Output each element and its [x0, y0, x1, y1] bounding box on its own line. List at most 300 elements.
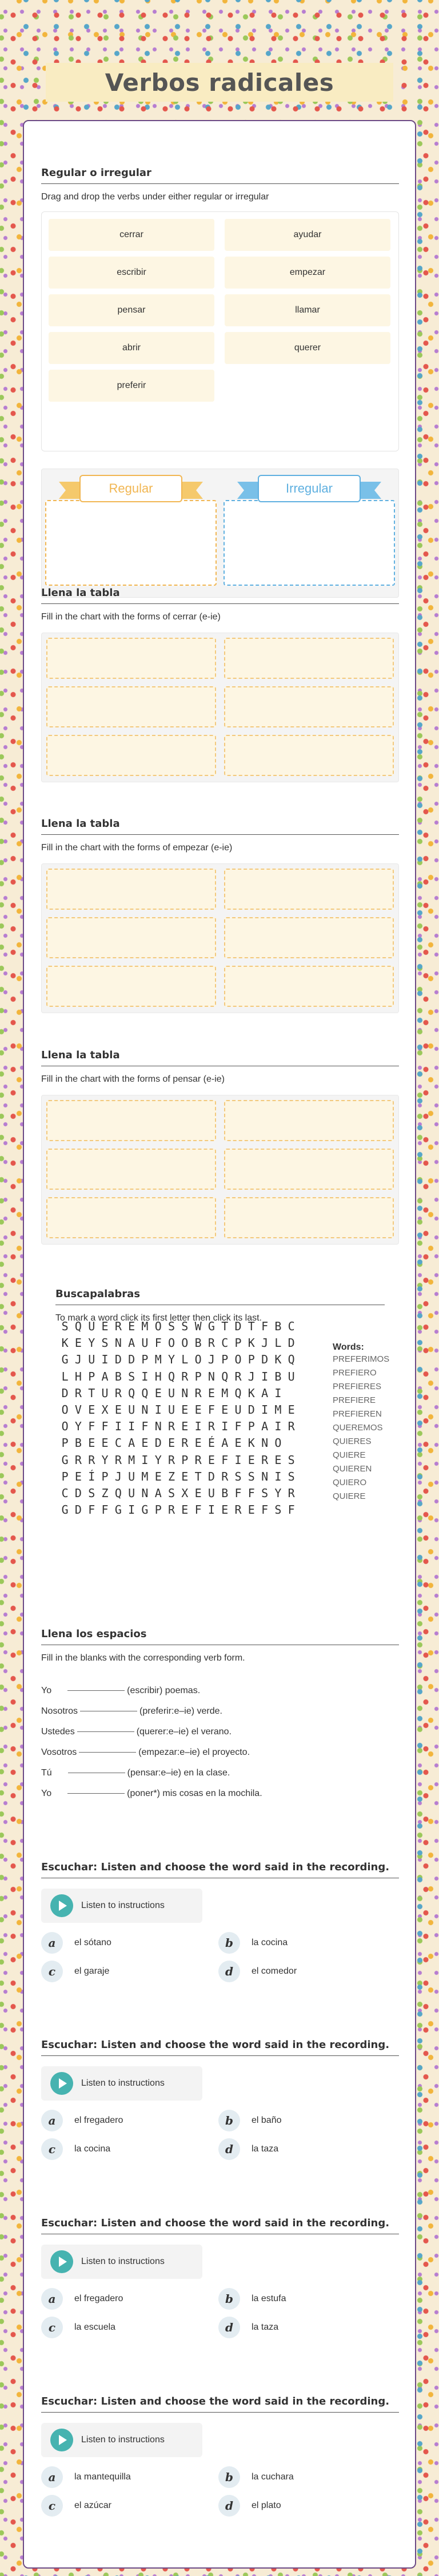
grid-letter[interactable]: D [74, 1503, 82, 1517]
grid-letter[interactable]: A [261, 1386, 269, 1400]
draggable-verb[interactable]: abrir [49, 332, 214, 364]
grid-letter[interactable]: I [128, 1419, 135, 1434]
grid-letter[interactable]: U [168, 1402, 175, 1417]
chart-cell[interactable] [46, 1197, 216, 1238]
grid-letter[interactable]: I [114, 1419, 122, 1434]
grid-letter[interactable]: R [168, 1503, 175, 1517]
grid-letter[interactable]: K [61, 1336, 69, 1350]
chart-cell[interactable] [224, 1197, 394, 1238]
grid-letter[interactable]: F [248, 1486, 255, 1500]
grid-letter[interactable]: R [114, 1319, 122, 1333]
grid-letter[interactable]: I [234, 1453, 242, 1467]
grid-letter[interactable]: I [274, 1386, 282, 1400]
fill-subject: Vosotros [41, 1747, 77, 1757]
grid-letter[interactable]: G [141, 1503, 149, 1517]
grid-letter[interactable]: C [114, 1436, 122, 1450]
grid-letter[interactable]: F [141, 1419, 149, 1434]
grid-letter[interactable]: B [274, 1319, 282, 1333]
grid-letter[interactable]: I [141, 1369, 149, 1383]
answer-option[interactable] [218, 2137, 390, 2161]
grid-letter[interactable]: F [101, 1503, 109, 1517]
grid-letter[interactable]: G [207, 1319, 215, 1333]
grid-letter[interactable]: I [261, 1369, 269, 1383]
grid-letter[interactable]: L [61, 1369, 69, 1383]
grid-letter[interactable]: D [61, 1386, 69, 1400]
draggable-verb[interactable]: llamar [225, 294, 390, 326]
answer-options [41, 2287, 399, 2344]
grid-letter[interactable]: E [194, 1436, 202, 1450]
option-letter: d [218, 2138, 240, 2160]
grid-letter[interactable]: J [74, 1353, 82, 1367]
grid-letter[interactable]: F [88, 1503, 95, 1517]
play-icon [50, 1894, 73, 1917]
grid-letter[interactable]: U [168, 1386, 175, 1400]
grid-letter[interactable]: P [181, 1453, 189, 1467]
grid-letter[interactable]: E [221, 1402, 229, 1417]
grid-letter[interactable]: F [207, 1402, 215, 1417]
grid-letter[interactable]: R [168, 1453, 175, 1467]
grid-letter[interactable]: F [194, 1503, 202, 1517]
grid-letter[interactable]: E [114, 1402, 122, 1417]
grid-letter[interactable]: D [154, 1436, 162, 1450]
grid-letter[interactable]: R [74, 1386, 82, 1400]
grid-letter[interactable]: R [207, 1336, 215, 1350]
fill-prompt: (pensar:e–ie) en la clase. [127, 1768, 230, 1778]
grid-letter[interactable]: F [234, 1419, 242, 1434]
grid-letter[interactable]: B [194, 1336, 202, 1350]
grid-letter[interactable]: N [141, 1402, 149, 1417]
fill-prompt: (empezar:e–ie) el proyecto. [138, 1747, 250, 1757]
grid-letter[interactable]: E [74, 1469, 82, 1483]
grid-letter[interactable]: D [234, 1319, 242, 1333]
chart-cell[interactable] [46, 686, 216, 727]
grid-letter[interactable]: S [88, 1486, 95, 1500]
grid-letter[interactable]: M [128, 1453, 135, 1467]
answer-option[interactable] [218, 2109, 390, 2133]
answer-option[interactable] [218, 2494, 390, 2518]
answer-option[interactable] [41, 2287, 213, 2311]
regular-column [45, 475, 217, 587]
option-letter: b [218, 2288, 240, 2310]
listen-section [41, 1861, 399, 1988]
grid-letter[interactable]: E [141, 1436, 149, 1450]
grid-letter[interactable]: S [168, 1319, 175, 1333]
grid-letter[interactable]: T [88, 1386, 95, 1400]
answer-option[interactable] [218, 2465, 390, 2489]
grid-letter[interactable]: E [274, 1453, 282, 1467]
grid-letter[interactable]: E [128, 1319, 135, 1333]
grid-letter[interactable]: G [61, 1353, 69, 1367]
grid-letter[interactable]: A [101, 1369, 109, 1383]
grid-letter[interactable]: I [101, 1353, 109, 1367]
grid-letter[interactable]: E [88, 1402, 95, 1417]
answer-option[interactable] [218, 1931, 390, 1955]
grid-letter[interactable]: Y [101, 1453, 109, 1467]
grid-letter[interactable]: U [141, 1336, 149, 1350]
grid-letter[interactable]: R [168, 1419, 175, 1434]
answer-option[interactable] [41, 2315, 213, 2339]
grid-letter[interactable]: C [221, 1336, 229, 1350]
grid-letter[interactable]: J [114, 1469, 122, 1483]
grid-letter[interactable]: A [154, 1486, 162, 1500]
fill-blank[interactable] [67, 1793, 125, 1794]
grid-letter[interactable]: S [248, 1469, 255, 1483]
chart-cell[interactable] [224, 638, 394, 679]
chart-section [41, 1049, 399, 1245]
grid-letter[interactable]: J [207, 1353, 215, 1367]
fill-blank[interactable] [67, 1690, 125, 1691]
listen-section [41, 2039, 399, 2166]
grid-letter[interactable]: B [221, 1486, 229, 1500]
grid-letter[interactable]: N [181, 1386, 189, 1400]
grid-letter[interactable]: D [248, 1402, 255, 1417]
grid-letter[interactable]: R [181, 1436, 189, 1450]
grid-letter[interactable]: Q [74, 1319, 82, 1333]
chart-cell[interactable] [224, 917, 394, 958]
grid-letter[interactable]: O [168, 1336, 175, 1350]
grid-letter[interactable]: D [207, 1469, 215, 1483]
grid-letter[interactable]: F [154, 1336, 162, 1350]
draggable-verb[interactable]: preferir [49, 370, 214, 402]
grid-letter[interactable]: S [101, 1336, 109, 1350]
answer-options [41, 1931, 399, 1988]
grid-letter[interactable]: P [194, 1369, 202, 1383]
grid-letter[interactable]: Z [168, 1469, 175, 1483]
grid-letter[interactable]: E [248, 1503, 255, 1517]
answer-options [41, 2109, 399, 2166]
grid-letter[interactable]: S [288, 1469, 295, 1483]
grid-letter[interactable]: E [181, 1402, 189, 1417]
grid-letter[interactable]: D [288, 1336, 295, 1350]
grid-letter[interactable]: M [141, 1469, 149, 1483]
grid-letter[interactable]: A [221, 1436, 229, 1450]
grid-letter[interactable]: C [288, 1319, 295, 1333]
grid-letter[interactable]: P [101, 1469, 109, 1483]
option-text: el garaje [74, 1966, 110, 1976]
regular-drop-zone[interactable] [45, 500, 217, 586]
grid-letter[interactable]: E [234, 1436, 242, 1450]
grid-letter[interactable]: G [61, 1453, 69, 1467]
listen-label: Listen to instructions [81, 1901, 165, 1910]
grid-letter[interactable]: O [274, 1436, 282, 1450]
chart-cell[interactable] [46, 1149, 216, 1190]
grid-letter[interactable]: R [288, 1419, 295, 1434]
grid-letter[interactable]: J [248, 1369, 255, 1383]
grid-letter[interactable]: S [261, 1486, 269, 1500]
grid-letter[interactable]: X [181, 1486, 189, 1500]
grid-letter[interactable]: E [168, 1436, 175, 1450]
grid-letter[interactable]: I [274, 1419, 282, 1434]
grid-letter[interactable]: F [234, 1486, 242, 1500]
section-instructions: Fill in the chart with the forms of empezar (e-ie) [41, 843, 233, 853]
grid-letter[interactable]: O [234, 1353, 242, 1367]
grid-letter[interactable]: E [207, 1386, 215, 1400]
listen-button[interactable] [41, 2066, 202, 2101]
grid-letter[interactable]: E [194, 1402, 202, 1417]
grid-letter[interactable]: F [261, 1319, 269, 1333]
grid-letter[interactable]: H [154, 1369, 162, 1383]
grid-letter[interactable]: C [61, 1486, 69, 1500]
chart-cell[interactable] [224, 735, 394, 776]
grid-letter[interactable]: K [248, 1436, 255, 1450]
grid-letter[interactable]: U [288, 1369, 295, 1383]
grid-letter[interactable]: T [194, 1469, 202, 1483]
chart-cell[interactable] [46, 869, 216, 910]
answer-option[interactable] [41, 2137, 213, 2161]
fill-item [41, 1701, 399, 1722]
grid-letter[interactable]: D [128, 1353, 135, 1367]
grid-letter[interactable]: Y [88, 1336, 95, 1350]
grid-letter[interactable]: Q [128, 1386, 135, 1400]
grid-letter[interactable]: S [288, 1453, 295, 1467]
grid-letter[interactable]: D [261, 1353, 269, 1367]
grid-letter[interactable]: N [261, 1436, 269, 1450]
fill-blank[interactable] [79, 1752, 136, 1753]
grid-letter[interactable]: Q [221, 1369, 229, 1383]
grid-letter[interactable]: Q [234, 1386, 242, 1400]
grid-letter[interactable]: U [234, 1402, 242, 1417]
search-word: PREFIERES [333, 1382, 382, 1391]
grid-letter[interactable]: B [74, 1436, 82, 1450]
answer-option[interactable] [218, 2315, 390, 2339]
option-text: la cuchara [252, 2472, 294, 2482]
grid-letter[interactable]: P [234, 1336, 242, 1350]
grid-letter[interactable]: R [261, 1453, 269, 1467]
grid-letter[interactable]: O [194, 1353, 202, 1367]
chart-cell[interactable] [224, 966, 394, 1007]
grid-letter[interactable]: E [248, 1453, 255, 1467]
grid-letter[interactable]: V [74, 1402, 82, 1417]
chart-cell[interactable] [224, 1100, 394, 1141]
grid-letter[interactable]: E [221, 1503, 229, 1517]
grid-letter[interactable]: Í [88, 1469, 95, 1483]
draggable-verb[interactable]: empezar [225, 257, 390, 289]
grid-letter[interactable]: S [181, 1319, 189, 1333]
grid-letter[interactable]: K [248, 1386, 255, 1400]
draggable-verb[interactable]: cerrar [49, 219, 214, 251]
grid-letter[interactable]: Y [168, 1353, 175, 1367]
grid-letter[interactable]: E [88, 1436, 95, 1450]
grid-letter[interactable]: N [261, 1469, 269, 1483]
chart-cell[interactable] [46, 1100, 216, 1141]
grid-letter[interactable]: F [288, 1503, 295, 1517]
chart-cell[interactable] [224, 686, 394, 727]
grid-letter[interactable]: U [128, 1469, 135, 1483]
section-instructions: To mark a word click its first letter then click its last. [55, 1313, 262, 1323]
listen-button[interactable] [41, 2423, 202, 2457]
grid-letter[interactable]: U [101, 1386, 109, 1400]
answer-option[interactable] [41, 2109, 213, 2133]
draggable-verb[interactable]: querer [225, 332, 390, 364]
fill-item [41, 1742, 399, 1763]
grid-letter[interactable]: E [74, 1336, 82, 1350]
fill-subject: Yo [41, 1686, 52, 1695]
grid-letter[interactable]: M [141, 1319, 149, 1333]
grid-letter[interactable]: I [141, 1453, 149, 1467]
grid-letter[interactable]: M [154, 1353, 162, 1367]
grid-letter[interactable]: A [261, 1419, 269, 1434]
option-text: la cocina [252, 1938, 288, 1947]
grid-letter[interactable]: U [128, 1486, 135, 1500]
grid-letter[interactable]: R [181, 1369, 189, 1383]
grid-letter[interactable]: D [114, 1353, 122, 1367]
wordsearch-section [41, 1288, 399, 1585]
draggable-verb[interactable]: pensar [49, 294, 214, 326]
grid-letter[interactable]: R [88, 1453, 95, 1467]
listen-section [41, 2395, 399, 2522]
grid-letter[interactable]: S [128, 1369, 135, 1383]
grid-letter[interactable]: P [221, 1353, 229, 1367]
grid-letter[interactable]: P [88, 1369, 95, 1383]
grid-letter[interactable]: N [114, 1336, 122, 1350]
grid-letter[interactable]: N [141, 1486, 149, 1500]
grid-letter[interactable]: I [221, 1419, 229, 1434]
grid-letter[interactable]: O [61, 1402, 69, 1417]
grid-letter[interactable]: E [181, 1419, 189, 1434]
grid-letter[interactable]: K [274, 1353, 282, 1367]
grid-letter[interactable]: Q [168, 1369, 175, 1383]
grid-letter[interactable]: S [274, 1503, 282, 1517]
grid-letter[interactable]: E [101, 1319, 109, 1333]
answer-option[interactable] [41, 2494, 213, 2518]
listen-button[interactable] [41, 2245, 202, 2279]
grid-letter[interactable]: D [74, 1486, 82, 1500]
chart-cell[interactable] [224, 869, 394, 910]
grid-letter[interactable]: F [101, 1419, 109, 1434]
grid-letter[interactable]: L [181, 1353, 189, 1367]
grid-letter[interactable]: B [274, 1369, 282, 1383]
option-letter: a [41, 2288, 63, 2310]
section-title: Llena la tabla [41, 1049, 399, 1066]
grid-letter[interactable]: R [288, 1486, 295, 1500]
grid-letter[interactable]: Q [114, 1486, 122, 1500]
grid-letter[interactable]: E [288, 1402, 295, 1417]
grid-letter[interactable]: O [61, 1419, 69, 1434]
option-text: el comedor [252, 1966, 297, 1976]
section-title: Regular o irregular [41, 167, 399, 184]
grid-letter[interactable]: I [194, 1419, 202, 1434]
grid-letter[interactable]: K [248, 1336, 255, 1350]
grid-letter[interactable]: E [154, 1386, 162, 1400]
grid-letter[interactable]: A [128, 1436, 135, 1450]
grid-letter[interactable]: R [114, 1453, 122, 1467]
chart-cell[interactable] [46, 638, 216, 679]
grid-letter[interactable]: P [61, 1436, 69, 1450]
grid-letter[interactable]: H [74, 1369, 82, 1383]
grid-letter[interactable]: R [234, 1369, 242, 1383]
chart-cell[interactable] [224, 1149, 394, 1190]
grid-letter[interactable]: W [194, 1319, 202, 1333]
grid-letter[interactable]: O [154, 1319, 162, 1333]
grid-letter[interactable]: G [61, 1503, 69, 1517]
listen-button[interactable] [41, 1889, 202, 1923]
grid-letter[interactable]: N [154, 1419, 162, 1434]
grid-letter[interactable]: B [114, 1369, 122, 1383]
grid-row [58, 1436, 298, 1453]
grid-letter[interactable]: R [221, 1469, 229, 1483]
grid-letter[interactable]: J [261, 1336, 269, 1350]
grid-letter[interactable]: F [261, 1503, 269, 1517]
grid-letter[interactable]: R [207, 1419, 215, 1434]
grid-letter[interactable]: P [248, 1419, 255, 1434]
option-text: el azúcar [74, 2501, 111, 2510]
answer-option[interactable] [218, 1959, 390, 1983]
grid-letter[interactable]: G [114, 1503, 122, 1517]
grid-letter[interactable]: Q [288, 1353, 295, 1367]
chart-cell[interactable] [46, 735, 216, 776]
grid-letter[interactable]: L [274, 1336, 282, 1350]
grid-letter[interactable]: E [207, 1453, 215, 1467]
grid-letter[interactable]: S [61, 1319, 69, 1333]
grid-letter[interactable]: I [261, 1402, 269, 1417]
grid-letter[interactable]: R [194, 1386, 202, 1400]
grid-letter[interactable]: U [207, 1486, 215, 1500]
answer-option[interactable] [41, 2465, 213, 2489]
grid-letter[interactable]: Y [154, 1453, 162, 1467]
grid-letter[interactable]: T [221, 1319, 229, 1333]
grid-letter[interactable]: S [234, 1469, 242, 1483]
grid-letter[interactable]: X [101, 1402, 109, 1417]
grid-letter[interactable]: Z [101, 1486, 109, 1500]
fill-blank[interactable] [77, 1731, 134, 1732]
grid-letter[interactable]: Q [141, 1386, 149, 1400]
grid-letter[interactable]: E [194, 1486, 202, 1500]
grid-letter[interactable]: É [207, 1436, 215, 1450]
grid-letter[interactable]: P [141, 1353, 149, 1367]
chart-cell[interactable] [46, 917, 216, 958]
chart-cell[interactable] [46, 966, 216, 1007]
word-list-title: Words: [333, 1342, 364, 1352]
grid-letter[interactable]: R [234, 1503, 242, 1517]
draggable-verb[interactable]: ayudar [225, 219, 390, 251]
grid-letter[interactable]: E [154, 1469, 162, 1483]
grid-letter[interactable]: I [154, 1402, 162, 1417]
grid-letter[interactable]: T [248, 1319, 255, 1333]
grid-letter[interactable]: E [181, 1503, 189, 1517]
grid-letter[interactable]: M [274, 1402, 282, 1417]
grid-letter[interactable]: E [101, 1436, 109, 1450]
grid-letter[interactable]: R [114, 1386, 122, 1400]
grid-letter[interactable]: U [88, 1353, 95, 1367]
grid-letter[interactable]: U [128, 1402, 135, 1417]
grid-letter[interactable]: S [168, 1486, 175, 1500]
grid-letter[interactable]: F [221, 1453, 229, 1467]
grid-letter[interactable]: P [154, 1503, 162, 1517]
grid-letter[interactable]: O [181, 1336, 189, 1350]
grid-letter[interactable]: P [61, 1469, 69, 1483]
grid-letter[interactable]: A [128, 1336, 135, 1350]
draggable-verb[interactable]: escribir [49, 257, 214, 289]
answer-option[interactable] [218, 2287, 390, 2311]
grid-letter[interactable]: I [207, 1503, 215, 1517]
drop-zones [41, 469, 399, 598]
grid-letter[interactable]: F [88, 1419, 95, 1434]
grid-letter[interactable]: Y [274, 1486, 282, 1500]
grid-letter[interactable]: P [248, 1353, 255, 1367]
grid-letter[interactable]: M [221, 1386, 229, 1400]
grid-letter[interactable]: Y [74, 1419, 82, 1434]
grid-letter[interactable]: E [181, 1469, 189, 1483]
grid-letter[interactable]: R [74, 1453, 82, 1467]
irregular-drop-zone[interactable] [224, 500, 395, 586]
grid-letter[interactable]: N [207, 1369, 215, 1383]
answer-option[interactable] [41, 1931, 213, 1955]
grid-letter[interactable]: I [274, 1469, 282, 1483]
grid-letter[interactable]: U [88, 1319, 95, 1333]
answer-option[interactable] [41, 1959, 213, 1983]
grid-letter[interactable]: R [194, 1453, 202, 1467]
grid-letter[interactable]: I [128, 1503, 135, 1517]
